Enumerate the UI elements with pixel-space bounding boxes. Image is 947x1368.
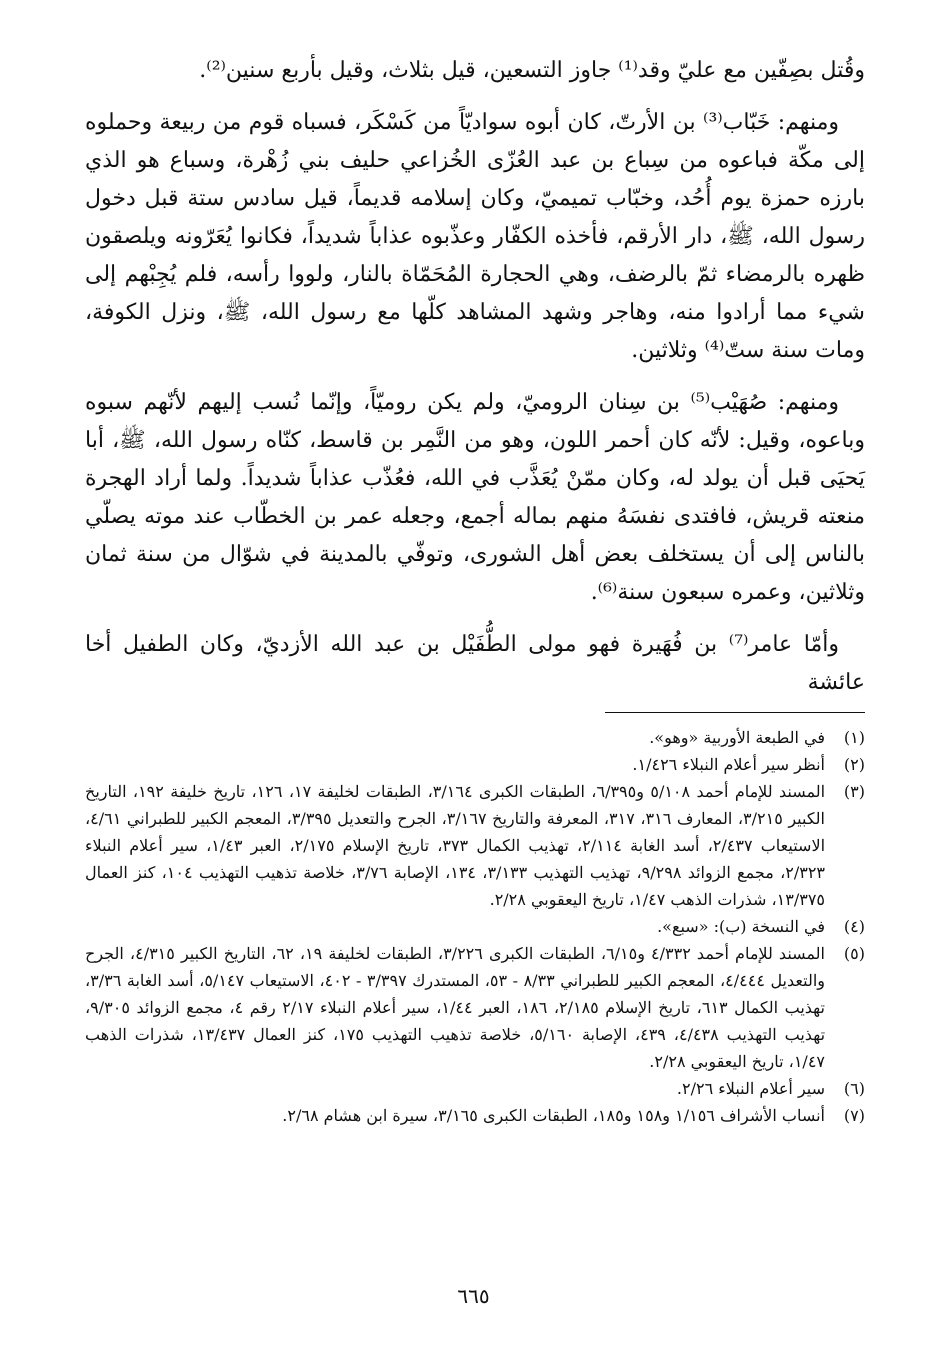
footnote-number: (٧) [843, 1106, 865, 1125]
footnote-7 [85, 1102, 865, 1129]
footnote-text: سير أعلام النبلاء ٢/٢٦. [676, 1079, 825, 1098]
footnote-number: (٤) [843, 917, 865, 936]
paragraph-1: وقُتل بصِفّين مع عليّ وقد⁽¹⁾ جاوز التسعين، قيل بثلاث، وقيل بأربع سنين⁽²⁾. [199, 58, 865, 83]
page-number: ٦٦٥ [457, 1284, 490, 1308]
footnotes [85, 724, 865, 1129]
footnote-5 [85, 940, 865, 1075]
paragraph-amir: وأمّا عامر⁽⁷⁾ بن فُهَيرة فهو مولى الطُّفَيْل بن عبد الله الأزديّ، وكان الطفيل أخا عائشة [85, 632, 865, 695]
paragraph-khabbab: ومنهم: خَبّاب⁽³⁾ بن الأرتّ، كان أبوه سواديّاً من كَسْكَر، فسباه قوم من ربيعة وحملوه إلى مكّة فباعوه من سِباع بن عبد العُزّى الخُزاعي حليف بني زُهْرة، وسباع هو الذي بارزه حمزة يوم أُحُد، وخبّاب تميميّ، وكان إسلامه قديماً، قيل سادس ستة قبل دخول رسول الله، ﷺ، دار الأرقم، فأخذه الكفّار وعذّبوه عذاباً شديداً، فكانوا يُعَرّونه ويلصقون ظهره بالرمضاء ثمّ بالرضف، وهي الحجارة المُحَمّاة بالنار، ولووا رأسه، فلم يُجِبْهم إلى شيء مما أرادوا منه، وهاجر وشهد المشاهد كلّها مع رسول الله، ﷺ، ونزل الكوفة، ومات سنة ستّ⁽⁴⁾ وثلاثين. [85, 110, 865, 363]
footnote-2 [85, 751, 865, 778]
footnote-number: (٣) [843, 782, 865, 801]
footnote-text: أنظر سير أعلام النبلاء ١/٤٢٦. [632, 755, 825, 774]
footnote-text: المسند للإمام أحمد ٤/٣٣٢ و٦/١٥، الطبقات الكبرى ٣/٢٢٦، الطبقات لخليفة ١٩، ٦٢، التاريخ الكبير ٤/٣١٥، الجرح والتعديل ٤/٤٤٤، المعجم الكبير للطبراني ٨/٣٣ - ٥٣، المستدرك ٣/٣٩٧ - ٤٠٢، الاستيعاب ٥/١٤٧، أسد الغابة ٣/٣٦، تهذيب الكمال ٦١٣، تاريخ الإسلام ٢/١٨٥، ١٨٦، العبر ١/٤٤، سير أعلام النبلاء ٢/١٧ رقم ٤، مجمع الزوائد ٩/٣٠٥، تهذيب التهذيب ٤/٤٣٨، ٤٣٩، الإصابة ٥/١٦٠، خلاصة تذهيب التهذيب ١٧٥، كنز العمال ١٣/٤٣٧، شذرات الذهب ١/٤٧، تاريخ اليعقوبي ٢/٢٨. [85, 944, 826, 1071]
footnote-1 [85, 724, 865, 751]
footnote-divider [605, 712, 865, 713]
footnote-3 [85, 778, 865, 913]
footnote-text: المسند للإمام أحمد ٥/١٠٨ و٦/٣٩٥، الطبقات الكبرى ٣/١٦٤، الطبقات لخليفة ١٧، ١٢٦، تاريخ خليفة ١٩٢، التاريخ الكبير ٣/٢١٥، المعارف ٣١٦، ٣١٧، المعرفة والتاريخ ٣/١٦٧، الجرح والتعديل ٣/٣٩٥، المعجم الكبير للطبراني ٤/٦١، الاستيعاب ٢/٤٣٧، أسد الغابة ٢/١١٤، تهذيب الكمال ٣٧٣، تاريخ الإسلام ٢/١٧٥، العبر ١/٤٣، سير أعلام النبلاء ٢/٣٢٣، مجمع الزوائد ٩/٢٩٨، تهذيب التهذيب ٣/١٣٣، ١٣٤، الإصابة ٣/٧٦، خلاصة تذهيب التهذيب ١٠٤، كنز العمال ١٣/٣٧٥، شذرات الذهب ١/٤٧، تاريخ اليعقوبي ٢/٢٨. [85, 782, 826, 909]
footnote-text: في الطبعة الأوربية «وهو». [649, 728, 825, 747]
footnote-text: أنساب الأشراف ١/١٥٦ و١٥٨ و١٨٥، الطبقات الكبرى ٣/١٦٥، سيرة ابن هشام ٢/٦٨. [282, 1106, 825, 1125]
paragraph-suhayb: ومنهم: صُهَيْب⁽⁵⁾ بن سِنان الروميّ، ولم يكن روميّاً، وإنّما نُسب إليهم لأنّهم سبوه وباعوه، وقيل: لأنّه كان أحمر اللون، وهو من النَّمِر بن قاسط، كنّاه رسول الله، ﷺ، أبا يَحيَى قبل أن يولد له، وكان ممّنْ يُعَذَّب في الله، فعُذّب عذاباً شديداً. ولما أراد الهجرة منعته قريش، فافتدى نفسَهُ منهم بماله أجمع، وجعله عمر بن الخطّاب عند موته يصلّي بالناس إلى أن يستخلف بعض أهل الشورى، وتوفّي بالمدينة في شوّال من سنة ثمان وثلاثين، وعمره سبعون سنة⁽⁶⁾. [85, 390, 865, 605]
main-text [85, 52, 865, 716]
footnote-4 [85, 913, 865, 940]
footnote-number: (١) [843, 728, 865, 747]
footnote-number: (٦) [843, 1079, 865, 1098]
footnote-number: (٥) [843, 944, 865, 963]
footnote-text: في النسخة (ب): «سبع». [657, 917, 825, 936]
footnote-6 [85, 1075, 865, 1102]
footnote-number: (٢) [843, 755, 865, 774]
